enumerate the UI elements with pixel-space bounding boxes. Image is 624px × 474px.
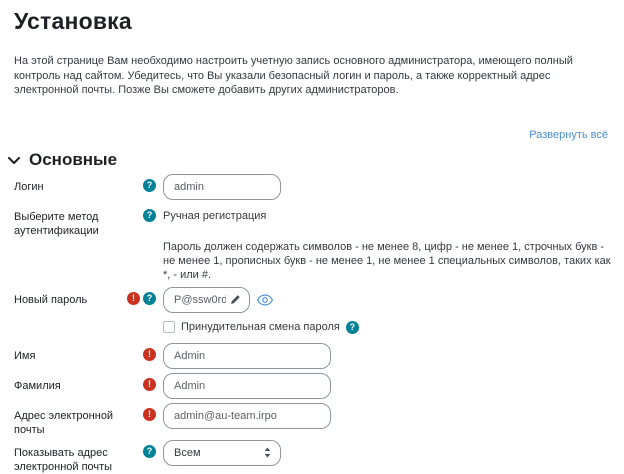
email-visibility-label: Показывать адрес электронной почты — [14, 446, 113, 473]
force-password-change-checkbox[interactable] — [163, 321, 175, 333]
field-row-lastname — [14, 373, 608, 399]
help-icon[interactable]: ? — [143, 292, 156, 305]
chevron-down-icon — [8, 155, 20, 165]
select-updown-icon — [264, 447, 271, 458]
field-row-username — [14, 174, 608, 200]
force-password-change-label[interactable]: Принудительная смена пароля — [181, 321, 340, 333]
intro-text: На этой странице Вам необходимо настроить учетную запись основного администратора, имеющего полный контроль над сайтом. Убедитесь, что Вы указали безопасный логин и пароль, а также корректный адрес электронной почты. Позже Вы сможете добавить других администраторов. — [14, 55, 573, 96]
field-row-email — [14, 403, 608, 437]
auth-method-label: Выберите метод аутентификации — [14, 210, 99, 237]
pencil-icon — [230, 294, 241, 305]
lastname-input[interactable] — [163, 373, 331, 399]
help-icon[interactable]: ? — [143, 179, 156, 192]
email-visibility-selected-value: Всем — [174, 446, 201, 459]
email-visibility-select[interactable] — [163, 440, 281, 466]
help-icon[interactable]: ? — [346, 321, 359, 334]
username-label: Логин — [14, 180, 44, 193]
lastname-label: Фамилия — [14, 379, 61, 392]
required-icon: ! — [143, 378, 156, 391]
new-password-label: Новый пароль — [14, 293, 88, 306]
username-input[interactable] — [163, 174, 281, 200]
expand-all-row — [14, 125, 608, 143]
help-icon[interactable]: ? — [143, 445, 156, 458]
field-row-firstname — [14, 343, 608, 369]
auth-method-value: Ручная регистрация — [163, 209, 267, 222]
required-icon: ! — [143, 408, 156, 421]
field-row-new-password — [14, 287, 608, 313]
required-icon: ! — [127, 292, 140, 305]
section-title: Основные — [29, 149, 118, 169]
field-row-email-visibility — [14, 440, 608, 474]
firstname-input[interactable] — [163, 343, 331, 369]
firstname-label: Имя — [14, 349, 36, 362]
expand-all-link[interactable]: Развернуть всё — [529, 128, 608, 141]
email-input[interactable] — [163, 403, 331, 429]
force-password-change-row — [14, 319, 608, 334]
email-label: Адрес электронной почты — [14, 409, 114, 436]
password-hint-row — [14, 238, 611, 282]
new-password-field-wrap — [163, 287, 250, 313]
section-header-general[interactable] — [8, 150, 608, 170]
required-icon: ! — [143, 348, 156, 361]
eye-icon[interactable] — [257, 293, 273, 306]
page-title: Установка — [14, 8, 132, 34]
password-policy-hint: Пароль должен содержать символов - не менее 8, цифр - не менее 1, строчных букв - не менее 1, прописных букв - не менее 1, не менее 1 специальных символов, таких как *, - или #. — [163, 240, 611, 281]
new-password-input[interactable] — [174, 294, 226, 306]
help-icon[interactable]: ? — [143, 209, 156, 222]
field-row-auth-method — [14, 204, 608, 238]
